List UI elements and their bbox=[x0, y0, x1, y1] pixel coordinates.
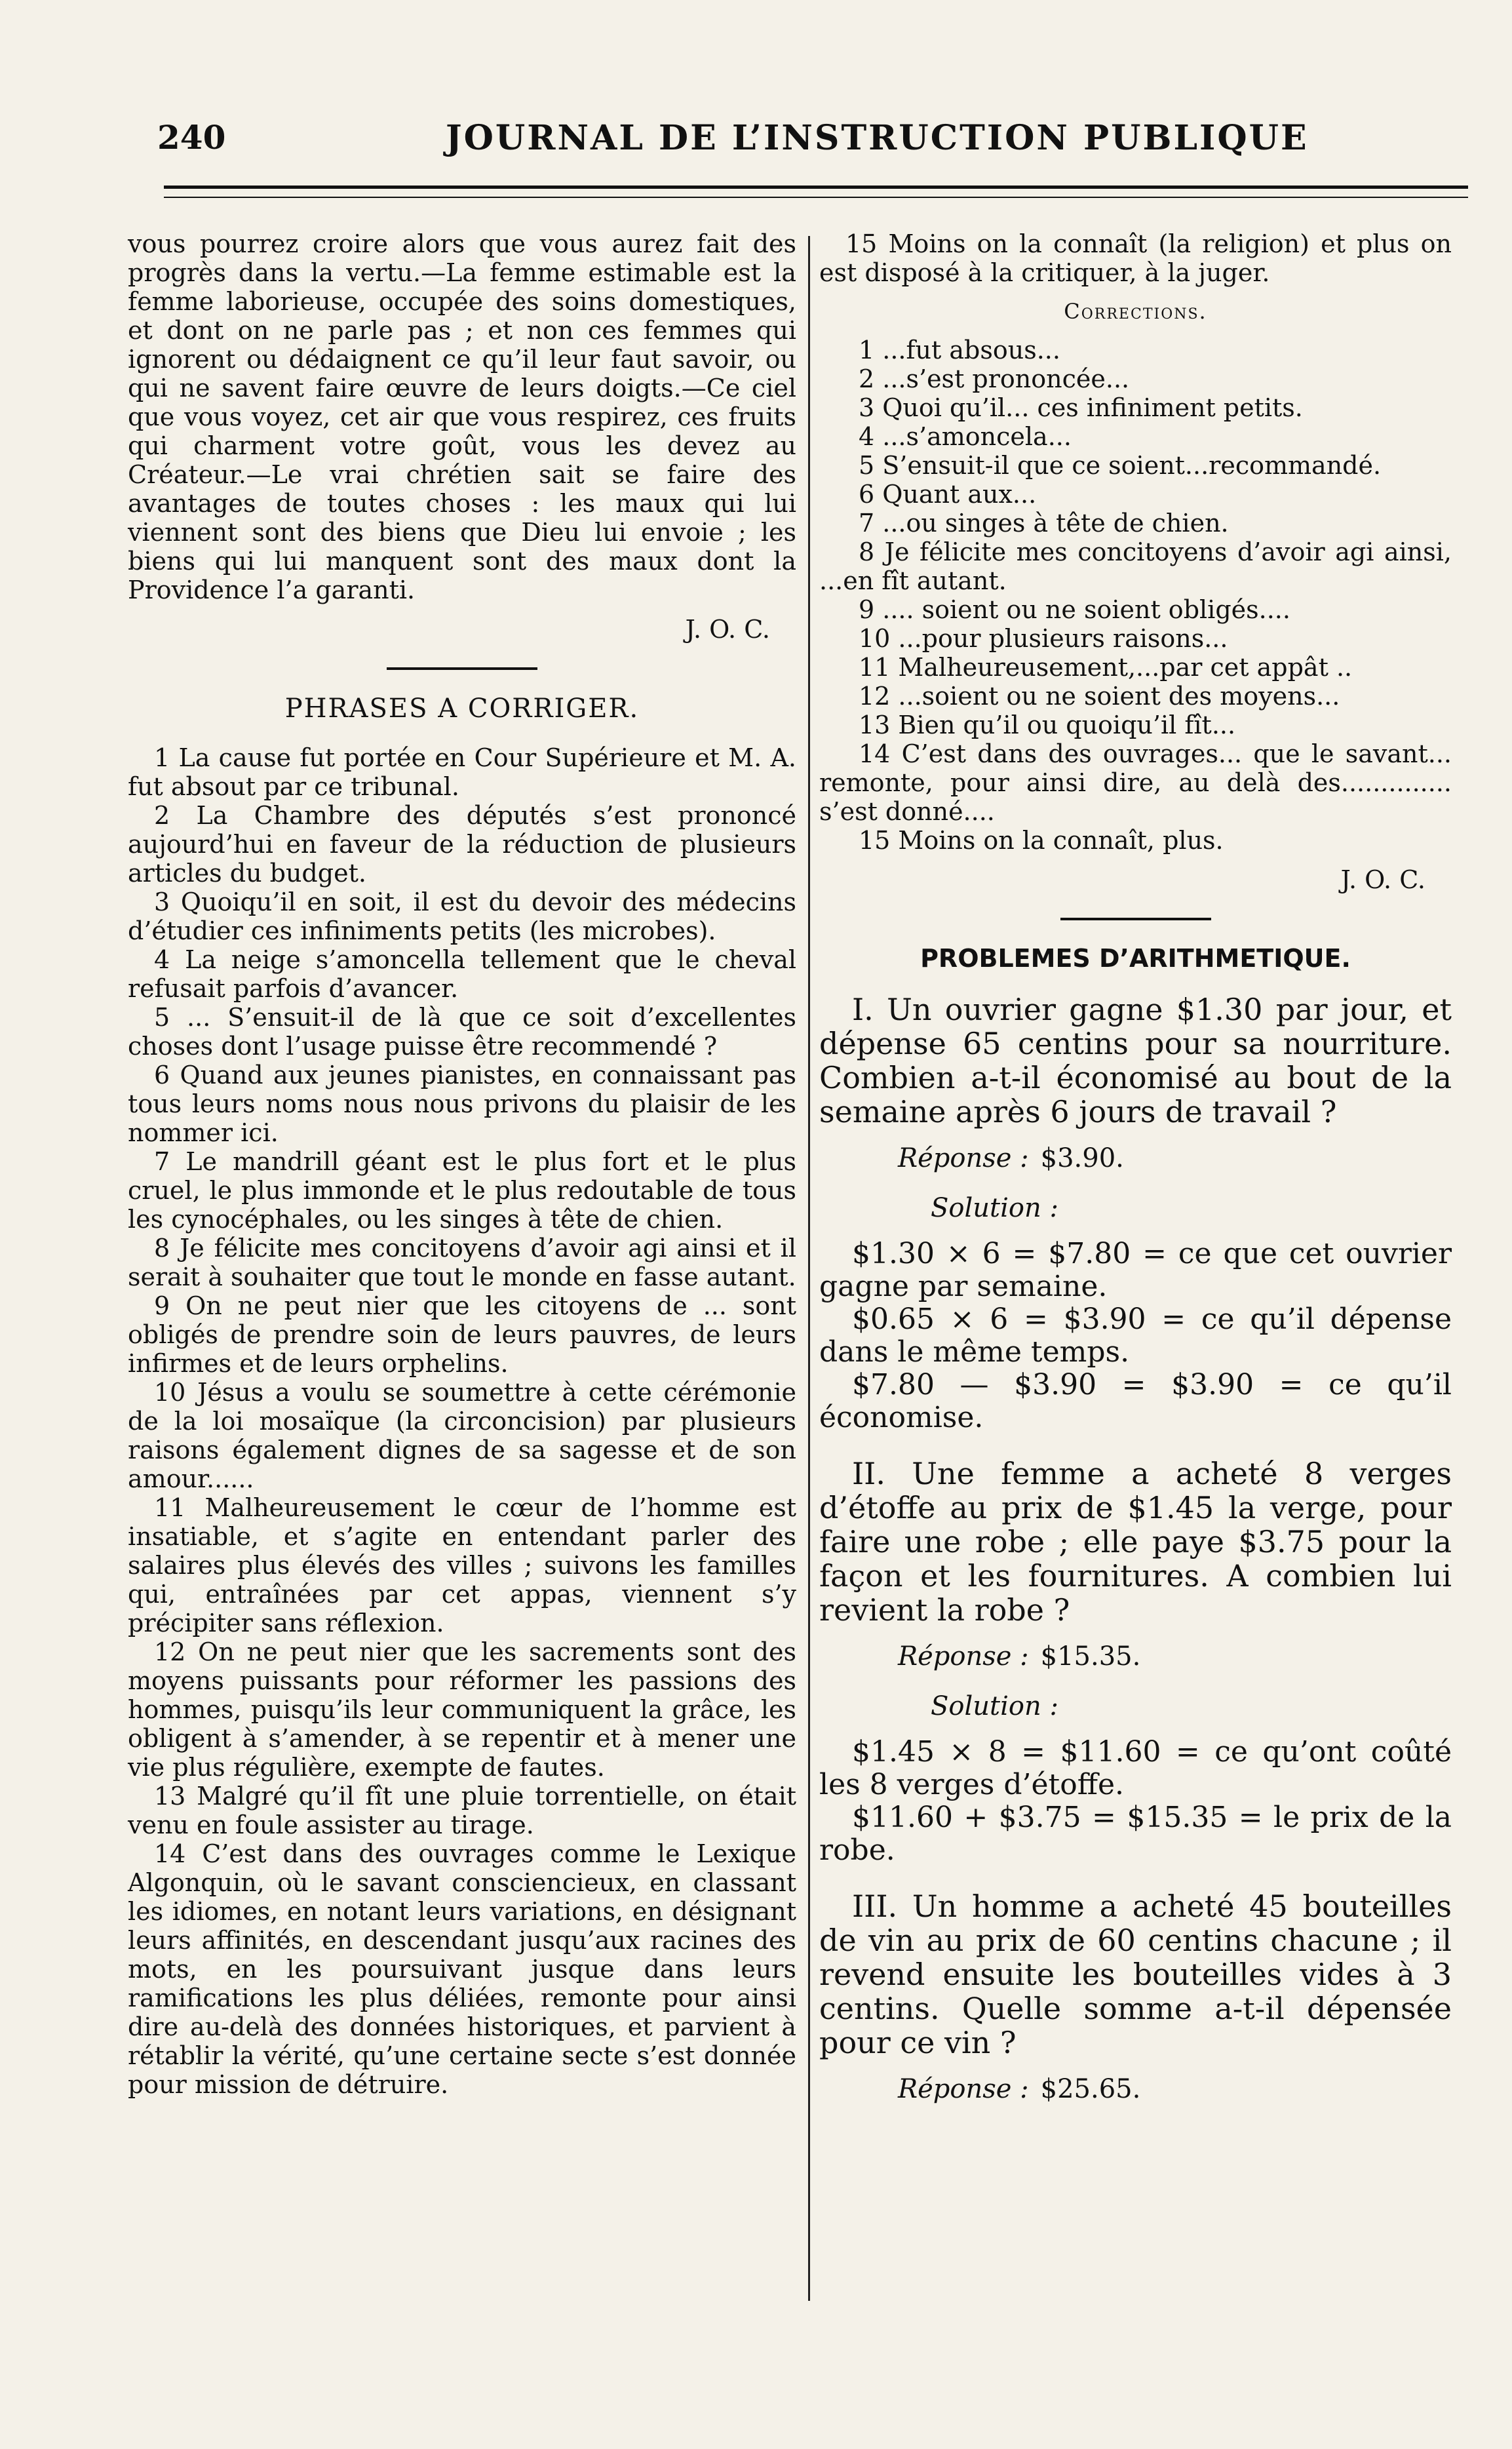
page-header bbox=[151, 111, 1455, 170]
problem-statement: I. Un ouvrier gagne $1.30 par jour, et dépense 65 centins pour sa nourriture. Combien a-t-il économisé au bout de la semaine après 6 jours de travail ? bbox=[819, 992, 1452, 1129]
phrase-item: 6 Quand aux jeunes pianistes, en connaissant pas tous leurs noms nous nous privons du plaisir de les nommer ici. bbox=[128, 1061, 796, 1147]
continuation-paragraph: vous pourrez croire alors que vous aurez fait des progrès dans la vertu.—La femme estimable est la femme laborieuse, occupée des soins domestiques, et dont on ne parle pas ; et non ces femmes qui ignorent ou dédaignent ce qu’il leur faut savoir, ou qui ne savent faire œuvre de leurs doigts.—Ce ciel que vous voyez, cet air que vous respirez, ces fruits qui charment votre goût, vous les devez au Créateur.—Le vrai chrétien sait se faire des avantages de toutes choses : les maux qui lui viennent sont des biens que Dieu lui envoie ; les biens qui lui manquent sont des maux dont la Providence l’a garanti. bbox=[128, 229, 796, 604]
correction-item: 14 C’est dans des ouvrages... que le savant... remonte, pour ainsi dire, au delà des.............. s’est donné.... bbox=[819, 739, 1452, 826]
solution-line: $1.45 × 8 = $11.60 = ce qu’ont coûté les 8 verges d’étoffe. bbox=[819, 1735, 1452, 1801]
phrase-item: 9 On ne peut nier que les citoyens de ... sont obligés de prendre soin de leurs pauvres, de leurs infirmes et de leurs orphelins. bbox=[128, 1291, 796, 1378]
answer-label: Réponse : bbox=[898, 2074, 1029, 2104]
phrase-item: 3 Quoiqu’il en soit, il est du devoir des médecins d’étudier ces infiniments petits (les microbes). bbox=[128, 888, 796, 945]
correction-item: 11 Malheureusement,...par cet appât .. bbox=[859, 653, 1353, 682]
phrase-item: 10 Jésus a voulu se soumettre à cette cérémonie de la loi mosaïque (la circoncision) par plusieurs raisons également dignes de sa sagesse et de son amour...... bbox=[128, 1378, 796, 1493]
problem-statement: II. Une femme a acheté 8 verges d’étoffe au prix de $1.45 la verge, pour faire une robe ; elle paye $3.75 pour la façon et les fournitures. A combien lui revient la robe ? bbox=[819, 1456, 1452, 1628]
answer-value: $3.90. bbox=[1040, 1143, 1124, 1173]
section-title-arithmetic: PROBLEMES D’ARITHMETIQUE. bbox=[920, 944, 1351, 973]
left-column bbox=[128, 229, 796, 2099]
phrase-item: 2 La Chambre des députés s’est prononcé aujourd’hui en faveur de la réduction de plusieurs articles du budget. bbox=[128, 801, 796, 888]
solution-label: Solution : bbox=[931, 1193, 1058, 1223]
solution-line: $7.80 — $3.90 = $3.90 = ce qu’il économise. bbox=[819, 1368, 1452, 1434]
phrase-item: 4 La neige s’amoncella tellement que le cheval refusait parfois d’avancer. bbox=[128, 945, 796, 1003]
phrase-item: 14 C’est dans des ouvrages comme le Lexique Algonquin, où le savant consciencieux, en classant les idiomes, en notant leurs variations, en désignant leurs affinités, en descendant jusqu’aux racines des mots, en les poursuivant jusque dans leurs ramifications les plus déliées, remonte pour ainsi dire au-delà des données historiques, et parvient à rétablir la vérité, qu’une certaine secte s’est donnée pour mission de détruire. bbox=[128, 1839, 796, 2099]
header-rule-thick bbox=[164, 186, 1468, 189]
phrase-item: 11 Malheureusement le cœur de l’homme est insatiable, et s’agite en entendant parler des salaires plus élevés des villes ; suivons les familles qui, entraînées par cet appas, viennent s’y précipiter sans réflexion. bbox=[128, 1493, 796, 1637]
section-divider bbox=[1060, 918, 1211, 920]
signature-right: J. O. C. bbox=[1340, 865, 1425, 894]
answer-label: Réponse : bbox=[898, 1641, 1029, 1672]
problem-answer bbox=[898, 1641, 1452, 1672]
problem-answer bbox=[898, 1143, 1452, 1173]
phrase-item: 13 Malgré qu’il fît une pluie torrentielle, on était venu en foule assister au tirage. bbox=[128, 1782, 796, 1839]
problem-statement: III. Un homme a acheté 45 bouteilles de vin au prix de 60 centins chacune ; il revend ensuite les bouteilles vides à 3 centins. Quelle somme a-t-il dépensée pour ce vin ? bbox=[819, 1889, 1452, 2060]
right-column bbox=[819, 229, 1452, 2104]
correction-item: 2 ...s’est prononcée... bbox=[859, 364, 1130, 393]
corrections-title: Corrections. bbox=[1064, 299, 1207, 324]
solution-line: $1.30 × 6 = $7.80 = ce que cet ouvrier gagne par semaine. bbox=[819, 1237, 1452, 1303]
answer-value: $25.65. bbox=[1040, 2074, 1141, 2104]
correction-item: 1 ...fut absous... bbox=[859, 336, 1060, 364]
phrase-item-15: 15 Moins on la connaît (la religion) et plus on est disposé à la critiquer, à la juger. bbox=[819, 229, 1452, 287]
correction-item: 4 ...s’amoncela... bbox=[859, 422, 1072, 451]
problem-answer bbox=[898, 2074, 1452, 2104]
correction-item: 5 S’ensuit-il que ce soient...recommandé. bbox=[859, 451, 1382, 480]
correction-item: 13 Bien qu’il ou quoiqu’il fît... bbox=[859, 711, 1236, 739]
correction-item: 10 ...pour plusieurs raisons... bbox=[859, 624, 1228, 653]
phrase-item: 1 La cause fut portée en Cour Supérieure et M. A. fut absout par ce tribunal. bbox=[128, 743, 796, 801]
correction-item: 7 ...ou singes à tête de chien. bbox=[859, 509, 1229, 538]
correction-item: 15 Moins on la connaît, plus. bbox=[859, 826, 1224, 855]
answer-label: Réponse : bbox=[898, 1143, 1029, 1173]
signature-left: J. O. C. bbox=[685, 615, 770, 644]
correction-item: 9 .... soient ou ne soient obligés.... bbox=[859, 595, 1290, 624]
header-rule-thin bbox=[164, 197, 1468, 198]
correction-item: 8 Je félicite mes concitoyens d’avoir agi ainsi, ...en fît autant. bbox=[819, 538, 1452, 595]
solution-label: Solution : bbox=[931, 1691, 1058, 1721]
solution-line: $0.65 × 6 = $3.90 = ce qu’il dépense dans le même temps. bbox=[819, 1303, 1452, 1369]
phrase-item: 8 Je félicite mes concitoyens d’avoir agi ainsi et il serait à souhaiter que tout le monde en fasse autant. bbox=[128, 1234, 796, 1291]
correction-item: 12 ...soient ou ne soient des moyens... bbox=[859, 682, 1340, 711]
column-divider bbox=[808, 236, 810, 2301]
correction-item: 6 Quant aux... bbox=[859, 480, 1037, 509]
phrase-item: 12 On ne peut nier que les sacrements sont des moyens puissants pour réformer les passions des hommes, puisqu’ils leur communiquent la grâce, les obligent à s’amender, à se repentir et à mener une vie plus régulière, exempte de fautes. bbox=[128, 1637, 796, 1782]
section-divider bbox=[387, 667, 537, 670]
page-number: 240 bbox=[157, 118, 226, 157]
section-title-phrases: PHRASES A CORRIGER. bbox=[284, 694, 640, 724]
answer-value: $15.35. bbox=[1040, 1641, 1141, 1672]
correction-item: 3 Quoi qu’il... ces infiniment petits. bbox=[859, 393, 1303, 422]
phrase-item: 5 ... S’ensuit-il de là que ce soit d’excellentes choses dont l’usage puisse être recommendé ? bbox=[128, 1003, 796, 1061]
solution-line: $11.60 + $3.75 = $15.35 = le prix de la robe. bbox=[819, 1801, 1452, 1867]
phrase-item: 7 Le mandrill géant est le plus fort et le plus cruel, le plus immonde et le plus redoutable de tous les cynocéphales, ou les singes à tête de chien. bbox=[128, 1147, 796, 1234]
running-title: JOURNAL DE L’INSTRUCTION PUBLIQUE bbox=[446, 118, 1309, 158]
